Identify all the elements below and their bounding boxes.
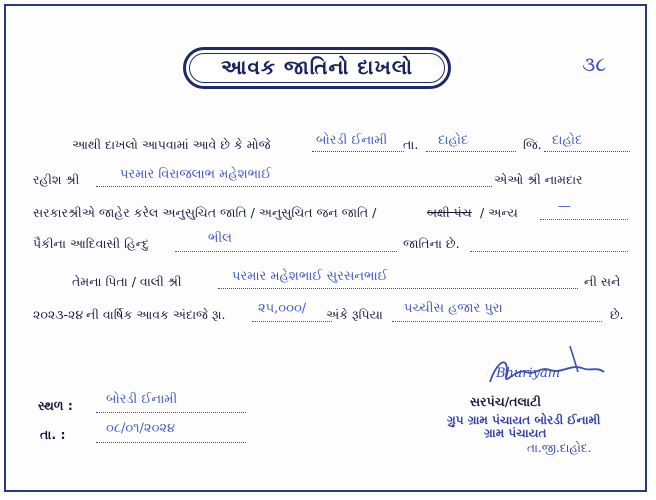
- page-title: આવક જાતિનો દાખલો: [221, 55, 413, 79]
- father-label: તેમના પિતા / વાલી શ્રી: [72, 274, 182, 289]
- father-line: [218, 288, 578, 289]
- date-label: તા. :: [40, 427, 66, 442]
- taluka-value: દાહોદ: [438, 133, 469, 148]
- father-name: પરમાર મહેશભાઈ સુરસનભાઈ: [232, 269, 388, 284]
- village-value: બોરડી ઈનામી: [316, 133, 388, 148]
- category-line: [540, 219, 628, 220]
- category-value: —: [558, 199, 571, 214]
- signature-text: Bhuriyam: [496, 366, 561, 381]
- district-label: જિ.: [523, 137, 542, 152]
- tribe-trailing-line: [470, 251, 628, 252]
- tribe-suffix: જાતિના છે.: [403, 236, 460, 251]
- title-banner: [183, 47, 451, 89]
- line5-tail: ની સને: [584, 274, 621, 289]
- caste-value: ભીલ: [208, 231, 232, 246]
- category-text: સરકારશ્રીએ જાહેર કરેલ અનુસુચિત જાતિ / અનુસુચિત જન જાતિ /: [33, 205, 377, 220]
- district-value: દાહોદ: [552, 133, 583, 148]
- place-line: [96, 412, 246, 413]
- year-value: ૨૦૨૩-૨૪: [33, 307, 84, 322]
- date-value: ૦૮/૦૧/૨૦૨૪: [106, 421, 176, 436]
- stamp-line-3: તા.જી.દાહોદ.: [527, 441, 592, 455]
- name-line: [96, 186, 492, 187]
- place-label: સ્થળ :: [38, 398, 73, 413]
- income-prefix: ની વાર્ષિક આવક અંદાજે રૂા.: [86, 307, 226, 322]
- stamp-line-2: ગ્રામ પંચાયત: [484, 426, 547, 440]
- caste-line: [175, 251, 397, 252]
- amount-line: [252, 321, 332, 322]
- stamp-line-1: ગ્રુપ ગ્રામ પંચાયત બોરડી ઈનામી: [447, 413, 601, 427]
- category-struck: બક્ષી પંચ: [427, 205, 472, 220]
- intro-text: આથી દાખલો આપવામાં આવે છે કે મોજે: [72, 137, 271, 152]
- district-line: [544, 151, 630, 152]
- signatory-label: સરપંચ/તલાટી: [470, 394, 541, 409]
- amount-words: પચ્ચીસ હજાર પુરા: [404, 301, 503, 316]
- income-suffix: છે.: [610, 307, 624, 322]
- line2-tail: એઓ શ્રી નામદાર: [494, 172, 583, 187]
- resident-label: રહીશ શ્રી: [33, 172, 80, 187]
- serial-number: ૩૮: [582, 52, 607, 76]
- village-line: [312, 151, 404, 152]
- holder-name: પરમાર વિરાજલાભ મહેશભાઈ: [120, 167, 272, 182]
- amount-words-line: [392, 321, 602, 322]
- category-tail: / અન્ય: [480, 205, 518, 220]
- amount-words-label: અંકે રૂપિયા: [326, 307, 383, 322]
- date-line: [96, 442, 246, 443]
- income-amount: ૨૫,૦૦૦/: [258, 301, 307, 316]
- taluka-line: [426, 151, 516, 152]
- taluka-label: તા.: [403, 137, 419, 152]
- place-value: બોરડી ઈનામી: [106, 392, 178, 407]
- tribe-prefix: પૈકીના આદિવાસી હિન્દુ: [33, 236, 150, 251]
